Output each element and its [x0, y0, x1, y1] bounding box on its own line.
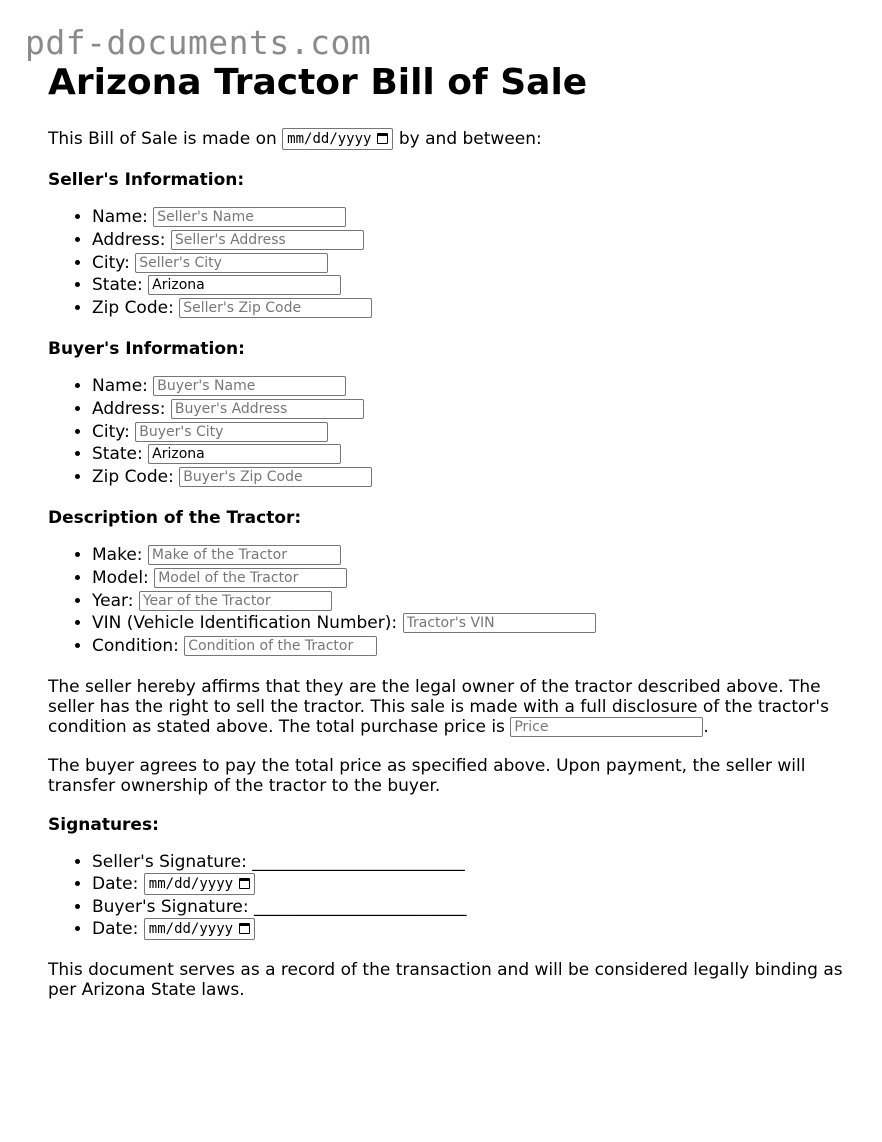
date-format: mm/dd/yyyy [148, 920, 234, 937]
list-item [92, 375, 848, 398]
intro-before: This Bill of Sale is made on [48, 129, 277, 149]
document [48, 60, 848, 1000]
field-label: State: [92, 275, 143, 296]
list-item [92, 421, 848, 444]
buyer-zip-input[interactable] [179, 467, 372, 487]
seller-name-input[interactable] [153, 207, 346, 227]
field-label: Address: [92, 229, 166, 250]
tractor-make-input[interactable] [148, 545, 341, 565]
seller-signature-line: _________________________ [252, 851, 465, 872]
date-format: mm/dd/yyyy [287, 131, 372, 147]
field-label: Name: [92, 207, 148, 227]
list-item [92, 274, 848, 297]
buyer-heading: Buyer's Information: [48, 338, 245, 359]
seller-address-input[interactable] [171, 230, 364, 250]
list-item [92, 398, 848, 421]
field-label: Condition: [92, 636, 179, 657]
list-item [92, 896, 848, 918]
sale-date-input[interactable] [282, 128, 393, 150]
seller-city-input[interactable] [135, 253, 328, 273]
buyer-list [48, 375, 848, 489]
seller-heading: Seller's Information: [48, 170, 245, 190]
date-label: Date: [92, 918, 139, 939]
list-item [92, 443, 848, 466]
seller-state-input[interactable] [148, 275, 341, 295]
tractor-list [48, 544, 848, 658]
buyer-city-input[interactable] [135, 422, 328, 442]
field-label: City: [92, 421, 130, 442]
calendar-icon[interactable] [377, 133, 388, 144]
date-format: mm/dd/yyyy [148, 875, 234, 892]
affirmation-paragraph [48, 677, 848, 737]
list-item [92, 590, 848, 613]
closing-paragraph: This document serves as a record of the transaction and will be considered legally binding as per Arizona State laws. [48, 959, 843, 1000]
list-item [92, 567, 848, 590]
buyer-date-input[interactable] [144, 918, 255, 940]
price-input[interactable] [510, 717, 703, 737]
buyer-signature-line: _________________________ [254, 896, 467, 917]
calendar-icon[interactable] [239, 923, 250, 934]
list-item [92, 229, 848, 252]
page-title: Arizona Tractor Bill of Sale [48, 62, 588, 103]
list-item [92, 635, 848, 658]
intro-line [48, 127, 848, 151]
seller-zip-input[interactable] [179, 298, 372, 318]
list-item [92, 851, 848, 873]
list-item [92, 466, 848, 489]
tractor-year-input[interactable] [139, 591, 332, 611]
tractor-vin-input[interactable] [403, 613, 596, 633]
field-label: Model: [92, 567, 149, 588]
intro-after: by and between: [398, 129, 542, 149]
field-label: Make: [92, 544, 143, 565]
tractor-model-input[interactable] [154, 568, 347, 588]
list-item [92, 612, 848, 635]
payment-paragraph: The buyer agrees to pay the total price as specified above. Upon payment, the seller will transfer ownership of the tractor to the buyer. [48, 755, 806, 796]
buyer-state-input[interactable] [148, 444, 341, 464]
signatures-heading: Signatures: [48, 814, 159, 835]
list-item [92, 544, 848, 567]
seller-date-input[interactable] [144, 873, 255, 895]
affirmation-text: The seller hereby affirms that they are the legal owner of the tractor described above. The seller has the right to sell the tractor. This sale is made with a full disclosure of the tractor's condition as stated above. The total purchase price is [48, 676, 829, 737]
field-label: Address: [92, 398, 166, 419]
signatures-list [48, 851, 848, 941]
list-item [92, 206, 848, 229]
seller-list [48, 206, 848, 320]
buyer-signature-label: Buyer's Signature: [92, 896, 249, 917]
tractor-condition-input[interactable] [184, 636, 377, 656]
list-item [92, 873, 848, 896]
tractor-heading: Description of the Tractor: [48, 507, 302, 528]
seller-signature-label: Seller's Signature: [92, 851, 247, 872]
field-label: City: [92, 252, 130, 273]
list-item [92, 297, 848, 320]
buyer-address-input[interactable] [171, 399, 364, 419]
calendar-icon[interactable] [239, 878, 250, 889]
list-item [92, 918, 848, 941]
list-item [92, 252, 848, 275]
field-label: Name: [92, 375, 148, 396]
watermark: pdf-documents.com [25, 23, 372, 62]
field-label: Zip Code: [92, 298, 174, 319]
date-label: Date: [92, 873, 139, 894]
field-label: State: [92, 444, 143, 465]
field-label: VIN (Vehicle Identification Number): [92, 613, 398, 634]
field-label: Zip Code: [92, 467, 174, 488]
buyer-name-input[interactable] [153, 376, 346, 396]
field-label: Year: [92, 590, 134, 611]
affirmation-end: . [703, 716, 709, 737]
